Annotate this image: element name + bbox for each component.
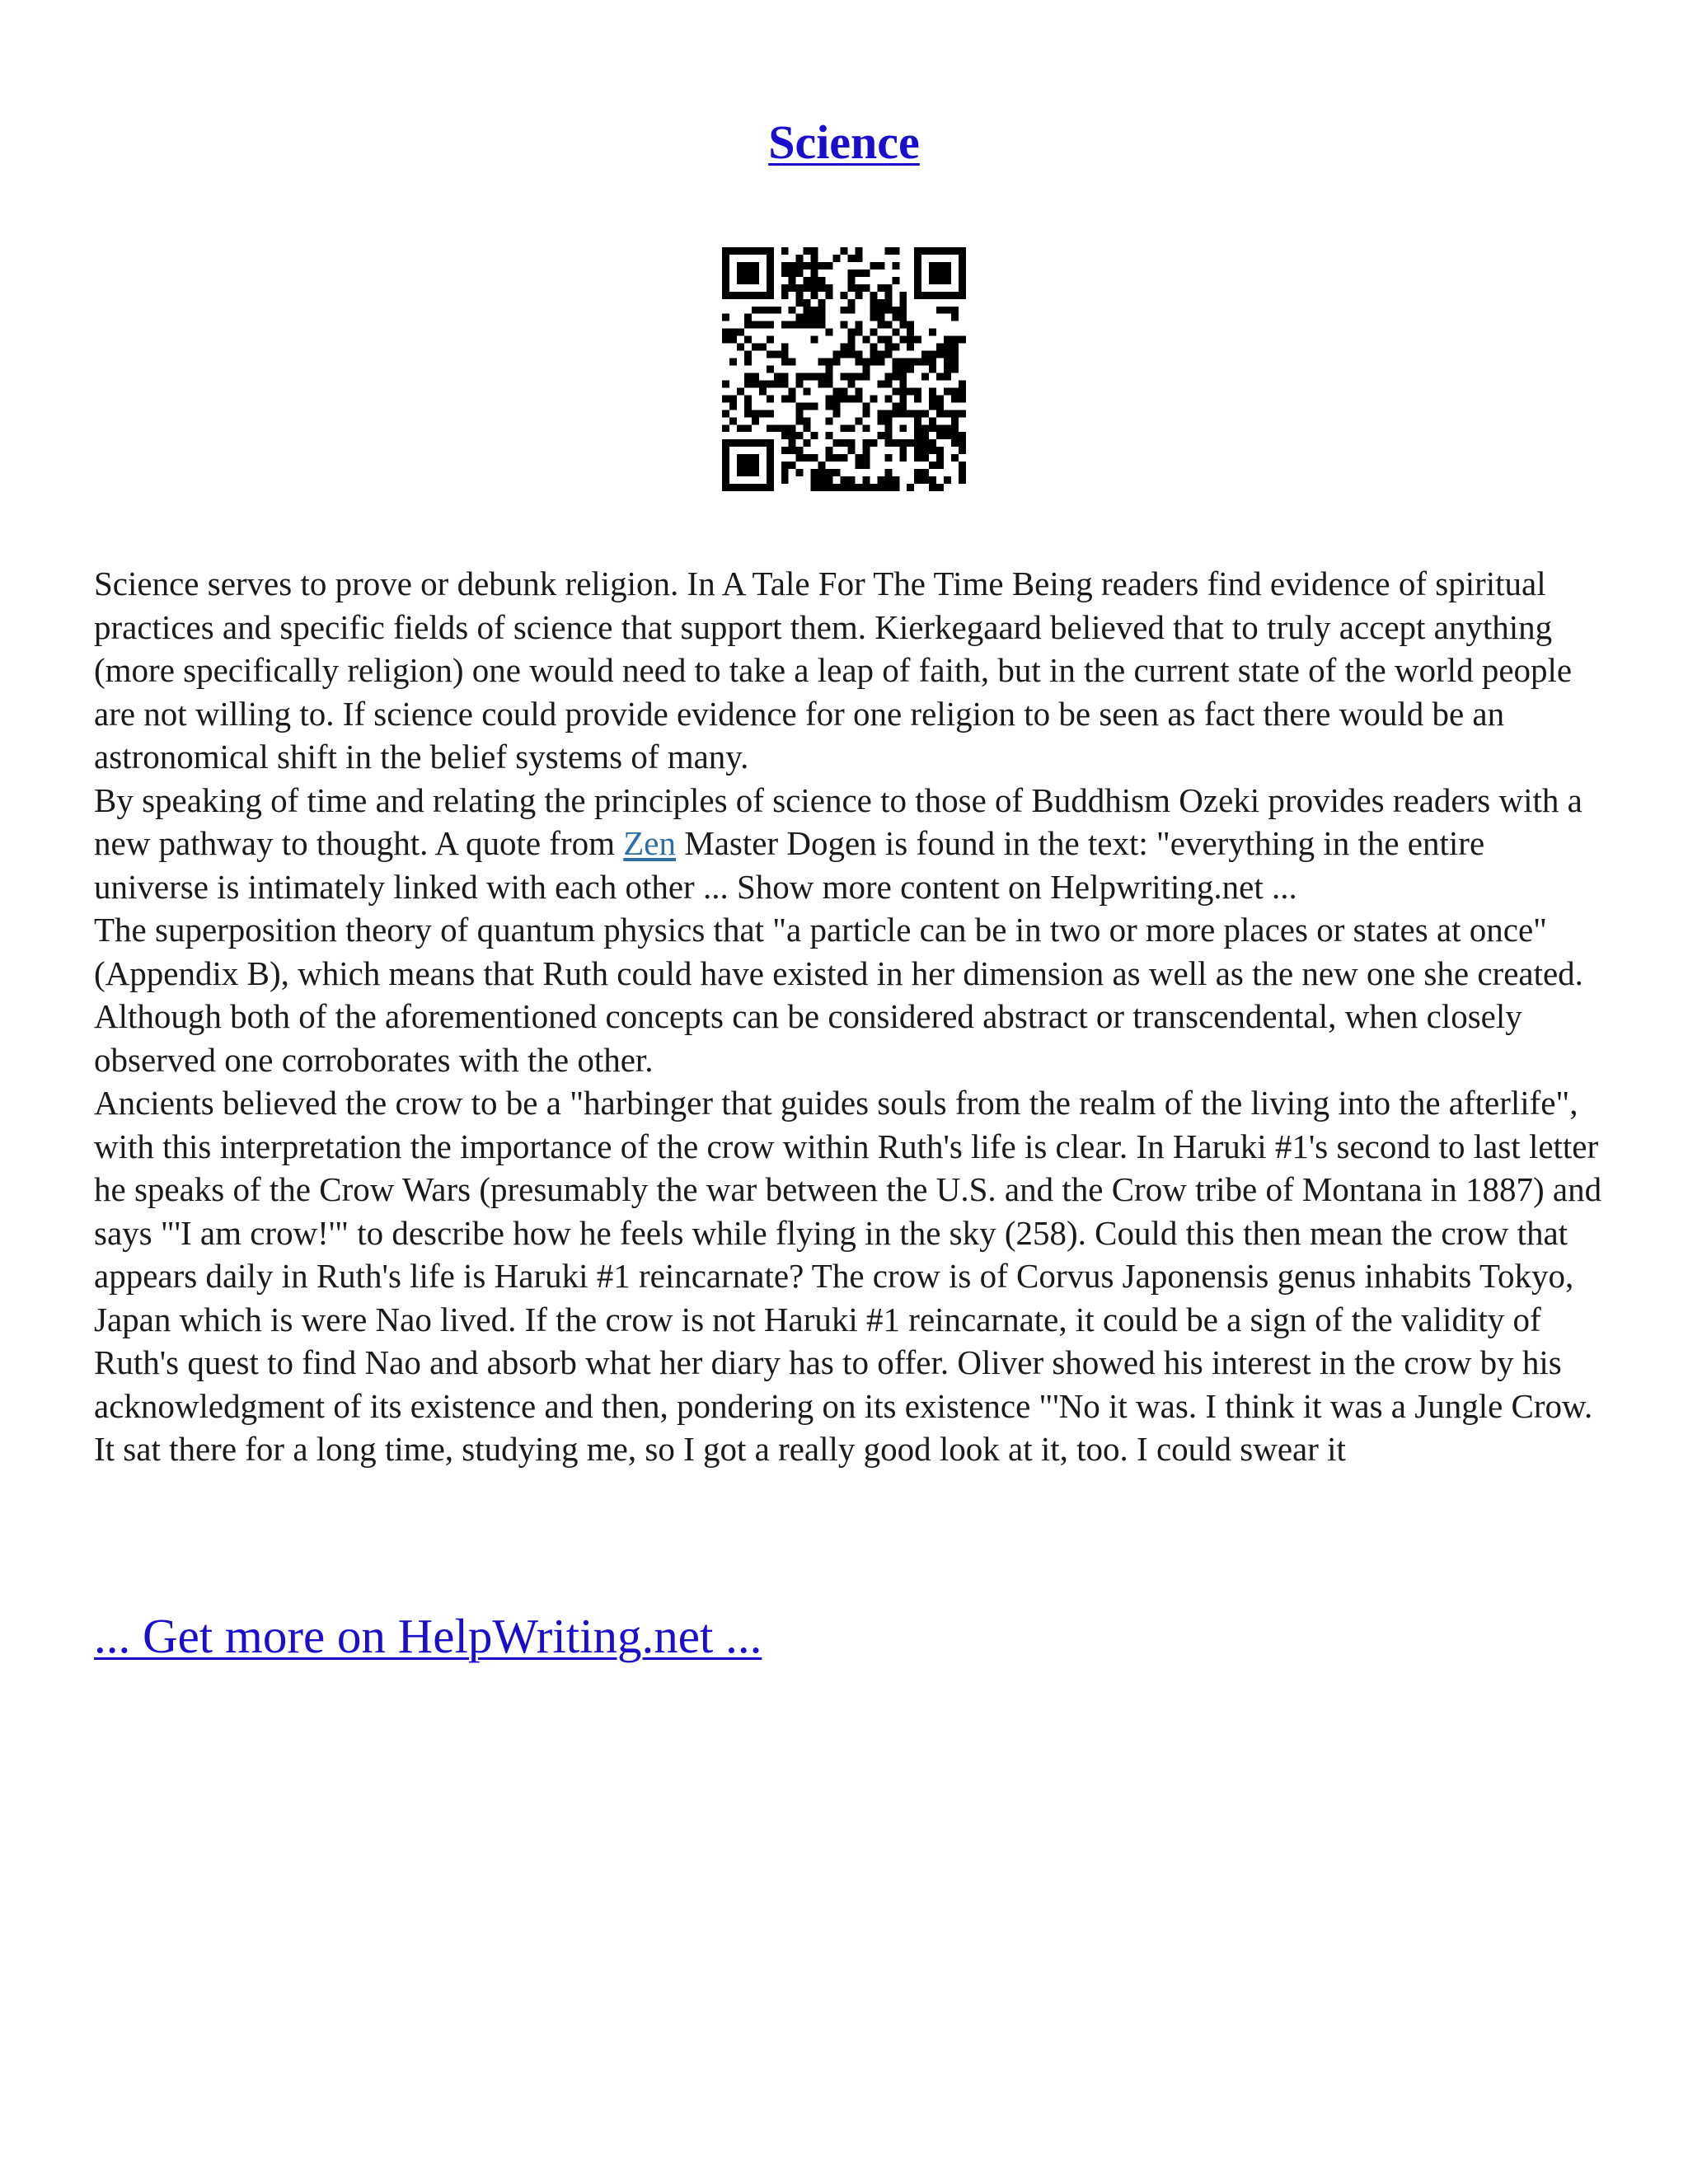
article-body xyxy=(94,562,1602,1471)
page-title xyxy=(0,114,1688,171)
paragraph-3: The superposition theory of quantum physics that "a particle can be in two or more places or states at once" (Appendix B), which means that Ruth could have existed in her dimension as well as the new one she created. Although both of the aforementioned concepts can be considered abstract or transcendental, when closely observed one corroborates with the other. xyxy=(94,911,1583,1079)
paragraph-2-end: Master Dogen is found in the text: "everything in the entire universe is intimately linked with each other ... Show more content on Helpwriting.net ... xyxy=(94,824,1485,906)
paragraph-4: Ancients believed the crow to be a "harbinger that guides souls from the realm of the living into the afterlife", with this interpretation the importance of the crow within Ruth's life is clear. In Haruki #1's second to last letter he speaks of the Crow Wars (presumably the war between the U.S. and the Crow tribe of Montana in 1887) and says "'I am crow!'" to describe how he feels while flying in the sky (258). Could this then mean the crow that appears daily in Ruth's life is Haruki #1 reincarnate? The crow is of Corvus Japonensis genus inhabits Tokyo, Japan which is were Nao lived. If the crow is not Haruki #1 reincarnate, it could be a sign of the validity of Ruth's quest to find Nao and absorb what her diary has to offer. Oliver showed his interest in the crow by his acknowledgment of its existence and then, pondering on its existence "'No it was. I think it was a Jungle Crow. It sat there for a long time, studying me, so I got a really good look at it, too. I could swear it xyxy=(94,1084,1602,1468)
title-link[interactable]: Science xyxy=(768,115,920,169)
get-more-link-container xyxy=(94,1607,762,1666)
get-more-link[interactable]: ... Get more on HelpWriting.net ... xyxy=(94,1609,762,1663)
paragraph-1: Science serves to prove or debunk religion. In A Tale For The Time Being readers find evidence of spiritual practices and specific fields of science that support them. Kierkegaard believed that to truly accept anything (more specifically religion) one would need to take a leap of faith, but in the current state of the world people are not willing to. If science could provide evidence for one religion to be seen as fact there would be an astronomical shift in the belief systems of many. xyxy=(94,565,1573,776)
paragraph-2 xyxy=(94,779,1602,909)
paragraph-2-start: By speaking of time and relating the principles of science to those of Buddhism Ozeki provides readers with a new pathway to thought. A quote from xyxy=(94,780,1582,862)
zen-link[interactable]: Zen xyxy=(623,824,676,862)
qr-code-icon xyxy=(722,247,966,491)
